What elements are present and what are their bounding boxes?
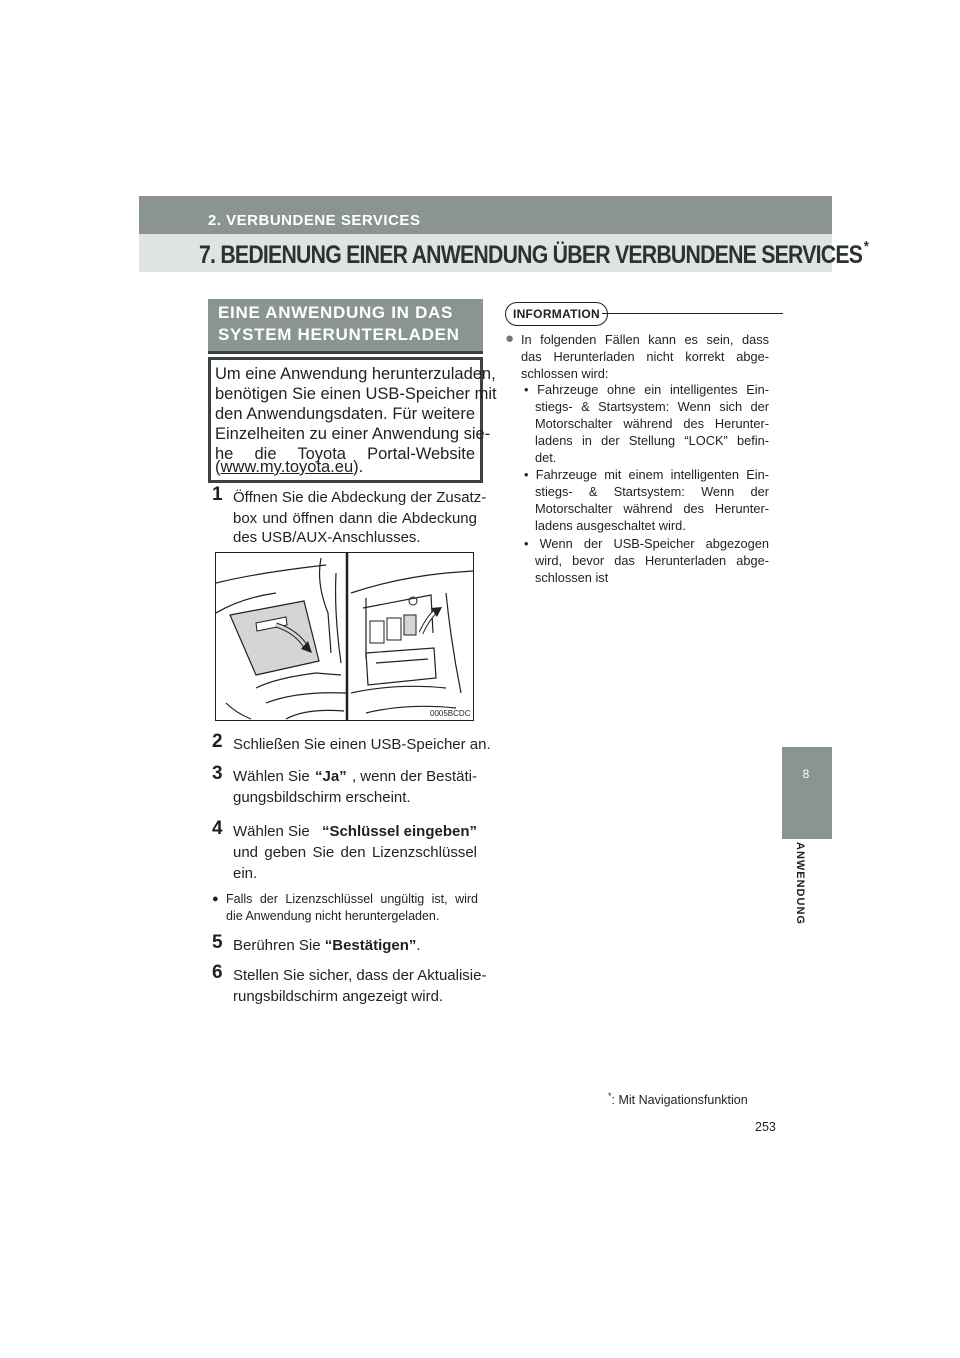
intro-line-3: den Anwendungsdaten. Für weitere (215, 405, 475, 423)
step-6-line-2: rungsbildschirm angezeigt wird. (233, 988, 444, 1005)
chapter-title (199, 238, 868, 270)
note-line-1: Falls der Lizenzschlüssel ungültig ist, wird (226, 892, 478, 906)
step-5-line-1 (233, 935, 421, 956)
info-bullet: ● (505, 330, 515, 347)
toyota-portal-link[interactable]: www.my.toyota.eu (220, 458, 354, 476)
step-4-line-3: ein. (233, 865, 258, 882)
step-4-text-a: Wählen Sie (233, 823, 310, 840)
step-4-number: 4 (212, 818, 223, 839)
note-bullet: ● (212, 893, 219, 905)
chapter-title-text: 7. BEDIENUNG EINER ANWENDUNG ÜBER VERBUNDENE SERVICES (199, 241, 863, 269)
info-line-1: In folgenden Fällen kann es sein, dass (521, 332, 769, 347)
information-rule (602, 313, 783, 314)
info-line-2: das Herunterladen nicht korrekt abge- (521, 349, 769, 364)
step-6-number: 6 (212, 962, 223, 983)
figure-code: 0005BCDC (430, 709, 471, 718)
info-item-a-5: det. (535, 450, 557, 465)
info-item-b-2: stiegs- & Startsystem: Wenn der (535, 484, 769, 499)
info-line-3: schlossen wird: (521, 366, 609, 381)
step-5-number: 5 (212, 932, 223, 953)
step-6-line-1: Stellen Sie sicher, dass der Aktualisie- (233, 967, 487, 984)
chapter-tab-label (790, 842, 810, 925)
confirm-option: “Bestätigen” (324, 937, 417, 954)
info-item-b-1: • Fahrzeuge mit einem intelligenten Ein- (524, 467, 769, 482)
info-item-c-3: schlossen ist (535, 570, 609, 585)
note-line-2: die Anwendung nicht heruntergeladen. (226, 909, 440, 923)
info-item-a-1: • Fahrzeuge ohne ein intelligentes Ein- (524, 382, 769, 397)
info-item-a-4: ladens in der Stellung “LOCK” befin- (535, 433, 769, 448)
intro-line-6 (215, 457, 475, 477)
step-2-line-1: Schließen Sie einen USB-Speicher an. (233, 736, 491, 753)
info-item-a-3: Motorschalter während des Herunter- (535, 416, 769, 431)
info-item-c-2: wird, bevor das Herunterladen abge- (535, 553, 769, 568)
step-1-line-2: box und öffnen dann die Abdeckung (233, 510, 477, 527)
chapter-tab (782, 747, 832, 839)
step-3-text-c: , wenn der Bestäti- (351, 768, 477, 785)
step-4-line-2: und geben Sie den Lizenzschlüssel (233, 844, 477, 861)
info-item-a-2: stiegs- & Startsystem: Wenn sich der (535, 399, 769, 414)
footnote-mark: * (608, 1091, 612, 1101)
page-number: 253 (755, 1120, 776, 1134)
step-3-number: 3 (212, 763, 223, 784)
step-3-line-1 (233, 766, 477, 787)
footnote (608, 1091, 748, 1107)
step-5-text-c: . (416, 937, 421, 954)
enter-key-option: “Schlüssel eingeben” (321, 823, 477, 840)
step-1-line-1: Öffnen Sie die Abdeckung der Zusatz- (233, 489, 487, 506)
step-2-number: 2 (212, 731, 223, 752)
usb-port-illustration (215, 552, 474, 721)
information-badge: INFORMATION (505, 302, 608, 326)
intro-line-5-text: he die Toyota Portal-Website (215, 445, 475, 463)
info-item-b-3: Motorschalter während des Herunter- (535, 501, 769, 516)
info-item-c-1: • Wenn der USB-Speicher abgezogen (524, 536, 769, 551)
step-4-line-1 (233, 821, 477, 842)
box-heading-line-2: SYSTEM HERUNTERLADEN (218, 325, 460, 344)
title-footnote-mark: * (863, 238, 869, 255)
console-drawing (216, 553, 473, 720)
intro-line-4: Einzelheiten zu einer Anwendung sie- (215, 425, 491, 443)
step-1-number: 1 (212, 484, 223, 505)
chapter-tab-label-text: ANWENDUNG (794, 842, 806, 925)
section-title: 2. VERBUNDENE SERVICES (208, 212, 421, 229)
intro-paren-close: ). (353, 458, 364, 476)
ja-option: “Ja” (314, 768, 347, 785)
step-1-line-3: des USB/AUX-Anschlusses. (233, 529, 421, 546)
intro-line-2: benötigen Sie einen USB-Speicher mit (215, 385, 497, 403)
step-5-text-a: Berühren Sie (233, 937, 325, 954)
footnote-text: : Mit Navigationsfunktion (611, 1093, 748, 1108)
info-item-b-4: ladens ausgeschaltet wird. (535, 518, 686, 533)
chapter-tab-number: 8 (802, 767, 810, 781)
step-3-line-2: gungsbildschirm erscheint. (233, 789, 411, 806)
intro-paren-open: ( (215, 458, 221, 476)
box-heading-line-1: EINE ANWENDUNG IN DAS (218, 303, 454, 322)
step-3-text-a: Wählen Sie (233, 768, 310, 785)
intro-line-1: Um eine Anwendung herunterzuladen, (215, 365, 496, 383)
